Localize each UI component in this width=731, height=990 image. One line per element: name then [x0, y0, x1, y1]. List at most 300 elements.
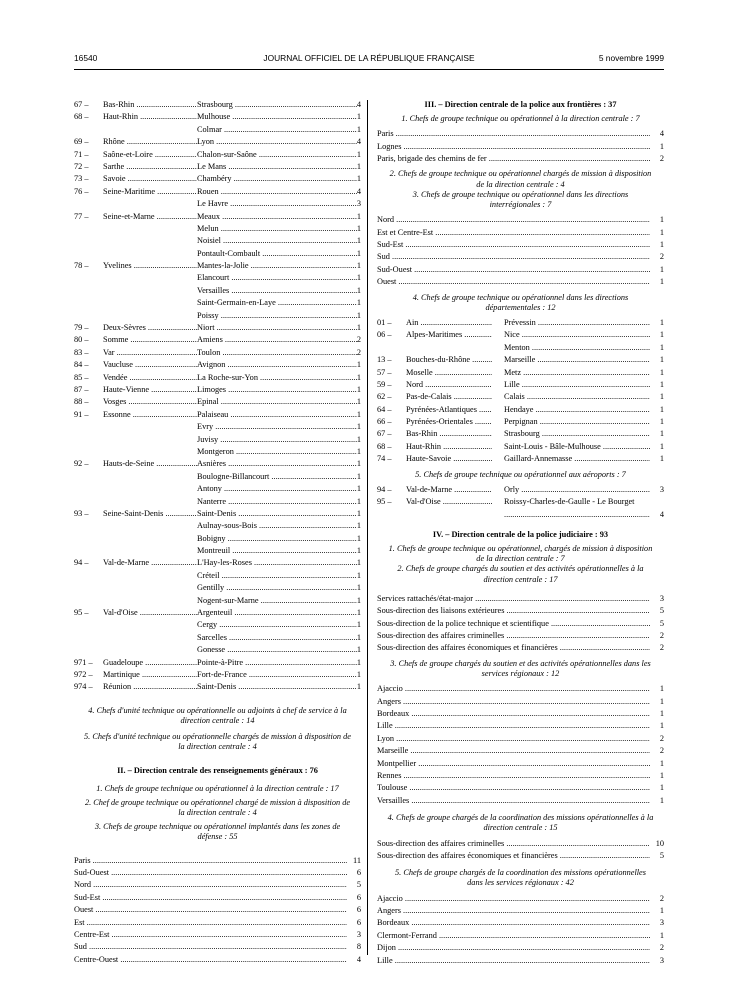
city-name: Menton ..... — [504, 342, 650, 354]
table-row — [377, 416, 664, 428]
dept-name: Seine-Saint-Denis ..... — [103, 508, 197, 520]
count-value: 1 — [659, 721, 664, 731]
table-row — [74, 867, 361, 879]
dept-number: 95 – — [74, 608, 89, 618]
table-row — [377, 618, 664, 630]
table-row — [377, 770, 664, 782]
count-value: 1 — [659, 417, 664, 427]
count-value: 1 — [356, 149, 361, 159]
city-name: Gaillard-Annemasse ..... — [504, 453, 650, 465]
count-value: 1 — [659, 215, 664, 225]
city-name: Saint-Denis ..... — [197, 508, 357, 520]
row-label: Sous-direction de la police technique et scientifique ..... — [377, 618, 650, 630]
city-name: Calais ..... — [504, 391, 650, 403]
city-name: Bobigny ..... — [197, 533, 357, 545]
dept-number: 66 – — [377, 417, 392, 427]
dept-number: 72 – — [74, 161, 89, 171]
dept-name: Haute-Savoie ..... — [406, 453, 492, 465]
dept-name: Bas-Rhin ..... — [103, 99, 197, 111]
table-row — [74, 496, 361, 508]
table-row — [377, 484, 664, 496]
count-value: 3 — [659, 918, 664, 928]
row-label: Rennes ..... — [377, 770, 650, 782]
right-column — [377, 99, 664, 967]
pj-coordination-central-list — [377, 838, 664, 863]
table-row — [74, 322, 361, 334]
city-name: Epinal ..... — [197, 396, 357, 408]
row-label: Montpellier ..... — [377, 758, 650, 770]
count-value: 1 — [356, 236, 361, 246]
city-name: Montreuil ..... — [197, 545, 357, 557]
dept-name: Moselle ..... — [406, 367, 492, 379]
city-name: Strasbourg ..... — [504, 428, 650, 440]
row-label: Sous-direction des affaires économiques et financières ..... — [377, 642, 650, 654]
table-row — [377, 404, 664, 416]
table-row — [74, 235, 361, 247]
note-4: 4. Chefs d'unité technique ou opérationnelle ou adjoints à chef de service à la direction centrale : 14 — [88, 705, 347, 725]
count-value: 1 — [356, 669, 361, 679]
count-value: 4 — [356, 954, 361, 964]
row-label: Toulouse ..... — [377, 782, 650, 794]
count-value: 1 — [659, 392, 664, 402]
section-4-group-5: 5. Chefs de groupe chargés de la coordination des missions opérationnelles dans les services régionaux : 42 — [395, 868, 646, 888]
table-row — [74, 619, 361, 631]
city-name: Colmar ..... — [197, 124, 357, 136]
count-value: 2 — [659, 746, 664, 756]
table-row — [74, 161, 361, 173]
count-value: 1 — [356, 211, 361, 221]
section-3-title: III. – Direction centrale de la police aux frontières : 37 — [424, 100, 617, 109]
city-name: Prévessin ..... — [504, 317, 650, 329]
page-header — [74, 53, 664, 67]
count-value: 1 — [356, 471, 361, 481]
row-label: Sud-Ouest ..... — [377, 264, 650, 276]
dept-name: Pyrénées-Orientales ..... — [406, 416, 492, 428]
dept-number: 06 – — [377, 330, 392, 340]
city-name: Argenteuil ..... — [197, 607, 357, 619]
table-row — [377, 391, 664, 403]
section-2-group-1: 1. Chefs de groupe technique ou opérationnel à la direction centrale : 17 — [96, 783, 339, 793]
section-4-group-3: 3. Chefs de groupe chargés du soutien et des activités opérationnelles dans les services régionaux : 12 — [390, 658, 651, 678]
dept-name: Haut-Rhin ..... — [103, 111, 197, 123]
dept-number: 67 – — [74, 100, 89, 109]
table-row — [74, 545, 361, 557]
city-name: Chambéry ..... — [197, 173, 357, 185]
count-value: 6 — [356, 917, 361, 927]
table-row — [377, 153, 664, 165]
city-name: Elancourt ..... — [197, 272, 357, 284]
dept-name: Réunion ..... — [103, 681, 197, 693]
city-name: Limoges ..... — [197, 384, 357, 396]
table-row — [377, 141, 664, 153]
table-row — [377, 930, 664, 942]
table-row — [74, 582, 361, 594]
table-row — [377, 128, 664, 140]
dept-number: 74 – — [377, 454, 392, 464]
pj-coordination-regional-list — [377, 893, 664, 967]
count-value: 1 — [659, 758, 664, 768]
table-row — [377, 917, 664, 929]
dept-name: Somme ..... — [103, 334, 197, 346]
table-row — [74, 557, 361, 569]
count-value: 1 — [356, 298, 361, 308]
count-value: 1 — [356, 323, 361, 333]
count-value: 1 — [659, 367, 664, 377]
dept-number: 01 – — [377, 317, 392, 327]
city-name: Montgeron ..... — [197, 446, 357, 458]
table-row — [74, 607, 361, 619]
count-value: 1 — [356, 285, 361, 295]
issue-date: 5 novembre 1999 — [598, 53, 664, 63]
count-value: 2 — [659, 733, 664, 743]
table-row — [74, 644, 361, 656]
count-value: 6 — [356, 867, 361, 877]
table-row — [74, 520, 361, 532]
count-value: 1 — [659, 317, 664, 327]
count-value: 1 — [356, 595, 361, 605]
city-name: Perpignan ..... — [504, 416, 650, 428]
table-row — [74, 917, 361, 929]
table-row — [377, 683, 664, 695]
count-value: 4 — [659, 129, 664, 139]
city-name: Noisiel ..... — [197, 235, 357, 247]
count-value: 1 — [356, 223, 361, 233]
table-row — [377, 251, 664, 263]
count-value: 1 — [356, 360, 361, 370]
dept-number: 79 – — [74, 323, 89, 333]
section-2-group-2: 2. Chef de groupe technique ou opérationnel chargé de mission à disposition de la direction centrale : 4 — [84, 797, 351, 817]
table-row — [74, 570, 361, 582]
section-3-group-2: 2. Chefs de groupe technique ou opérationnel chargés de mission à disposition de la direction centrale : 4 — [389, 169, 652, 189]
table-row — [377, 630, 664, 642]
table-row — [377, 367, 664, 379]
city-name: Gentilly ..... — [197, 582, 357, 594]
row-label: Lille ..... — [377, 720, 650, 732]
dept-number: 84 – — [74, 360, 89, 370]
table-row — [74, 173, 361, 185]
city-name: Niort ..... — [197, 322, 357, 334]
dept-name: Essonne ..... — [103, 409, 197, 421]
table-row — [74, 632, 361, 644]
row-label: Sud-Est ..... — [74, 892, 347, 904]
table-row — [74, 855, 361, 867]
count-value: 3 — [356, 929, 361, 939]
table-row — [74, 446, 361, 458]
count-value: 1 — [356, 261, 361, 271]
header-rule — [74, 69, 664, 70]
table-row — [377, 708, 664, 720]
table-row — [74, 892, 361, 904]
city-name: Hendaye ..... — [504, 404, 650, 416]
dept-name: Haute-Vienne ..... — [103, 384, 197, 396]
dept-name: Vendée ..... — [103, 372, 197, 384]
dept-name: Saône-et-Loire ..... — [103, 149, 197, 161]
count-value: 5 — [659, 850, 664, 860]
count-value: 2 — [659, 153, 664, 163]
city-name: Antony ..... — [197, 483, 357, 495]
row-label: Lognes ..... — [377, 141, 650, 153]
dept-name: Savoie ..... — [103, 173, 197, 185]
dept-number: 62 – — [377, 392, 392, 402]
city-name: Marseille ..... — [504, 354, 650, 366]
dept-name: Seine-Maritime ..... — [103, 186, 197, 198]
table-row — [74, 99, 361, 111]
table-row — [377, 642, 664, 654]
section-4-title: IV. – Direction centrale de la police judiciaire : 93 — [432, 530, 609, 540]
dept-number: 73 – — [74, 174, 89, 184]
count-value: 1 — [356, 682, 361, 692]
dept-name: Var ..... — [103, 347, 197, 359]
count-value: 2 — [659, 943, 664, 953]
row-label: Nord ..... — [74, 879, 347, 891]
count-value: 3 — [659, 593, 664, 603]
row-label: Ajaccio ..... — [377, 683, 650, 695]
count-value: 4 — [356, 186, 361, 196]
dept-name: Alpes-Maritimes ..... — [406, 329, 492, 341]
count-value: 1 — [659, 770, 664, 780]
count-value: 5 — [659, 618, 664, 628]
count-value: 3 — [659, 955, 664, 965]
dept-number: 83 – — [74, 347, 89, 357]
row-label: Centre-Est ..... — [74, 929, 347, 941]
count-value: 1 — [659, 141, 664, 151]
city-name: Gonesse ..... — [197, 644, 357, 656]
city-name: Asnières ..... — [197, 458, 357, 470]
dept-number: 972 – — [74, 669, 93, 679]
count-value: 2 — [659, 631, 664, 640]
count-value: 1 — [356, 372, 361, 382]
dept-number: 92 – — [74, 459, 89, 469]
table-row — [377, 696, 664, 708]
dept-name: Bouches-du-Rhône ..... — [406, 354, 492, 366]
table-row — [377, 850, 664, 862]
count-value: 1 — [356, 397, 361, 407]
dept-name: Yvelines ..... — [103, 260, 197, 272]
dept-name: Val-de-Marne ..... — [103, 557, 197, 569]
count-value: 1 — [356, 533, 361, 543]
city-name: Orly ..... — [504, 484, 650, 496]
section-2-group-3: 3. Chefs de groupe technique ou opérationnel implantés dans les zones de défense : 55 — [94, 822, 341, 842]
row-label: Sous-direction des affaires économiques et financières ..... — [377, 850, 650, 862]
count-value: 1 — [659, 404, 664, 414]
table-row — [74, 681, 361, 693]
table-row — [377, 758, 664, 770]
table-row — [74, 347, 361, 359]
count-value: 1 — [659, 330, 664, 340]
count-value: 1 — [356, 459, 361, 469]
dept-name: Ain ..... — [406, 317, 492, 329]
count-value: 1 — [356, 620, 361, 630]
column-separator — [367, 100, 368, 955]
dept-number: 95 – — [377, 497, 392, 507]
table-row — [377, 264, 664, 276]
count-value: 4 — [356, 137, 361, 147]
count-value: 1 — [356, 608, 361, 618]
dept-number: 69 – — [74, 137, 89, 147]
dept-name: Vosges ..... — [103, 396, 197, 408]
count-value: 3 — [659, 484, 664, 494]
table-row — [74, 124, 361, 136]
table-row — [74, 396, 361, 408]
city-name: Saint-Germain-en-Laye ..... — [197, 297, 357, 309]
row-label: Est et Centre-Est ..... — [377, 227, 650, 239]
row-label: Clermont-Ferrand ..... — [377, 930, 650, 942]
table-row — [377, 955, 664, 967]
dept-number: 64 – — [377, 404, 392, 414]
table-row — [377, 496, 664, 521]
dept-number: 971 – — [74, 657, 93, 667]
pj-regional-support-list — [377, 683, 664, 807]
city-name: Pontault-Combault ..... — [197, 248, 357, 260]
section-3-group-3: 3. Chefs de groupe technique ou opérationnel dans les directions interrégionales : 7 — [412, 189, 629, 209]
dept-number: 91 – — [74, 409, 89, 419]
section-3-group-4: 4. Chefs de groupe technique ou opérationnel dans les directions départementales : 12 — [412, 292, 629, 312]
dept-name: Nord ..... — [406, 379, 492, 391]
dept-number: 68 – — [377, 441, 392, 451]
section-3-group-5: 5. Chefs de groupe technique ou opérationnel aux aéroports : 7 — [415, 469, 626, 479]
count-value: 5 — [356, 880, 361, 890]
table-row — [74, 248, 361, 260]
row-label: Sud-Ouest ..... — [74, 867, 347, 879]
row-label: Sud ..... — [74, 941, 347, 953]
left-column — [74, 99, 361, 966]
table-row — [377, 214, 664, 226]
table-row — [377, 354, 664, 366]
table-row — [74, 879, 361, 891]
count-value: 1 — [659, 441, 664, 451]
count-value: 1 — [356, 521, 361, 531]
count-value: 4 — [356, 100, 361, 109]
table-row — [377, 745, 664, 757]
department-list — [74, 99, 361, 694]
count-value: 1 — [659, 355, 664, 365]
city-name: Palaiseau ..... — [197, 409, 357, 421]
section-4-group-1: 1. Chefs de groupe technique ou opérationnel, chargés de mission à disposition de la direction centrale : 7 — [388, 544, 653, 564]
table-row — [377, 329, 664, 341]
table-row — [377, 593, 664, 605]
city-name: Toulon ..... — [197, 347, 357, 359]
row-label: Angers ..... — [377, 696, 650, 708]
count-value: 1 — [356, 645, 361, 655]
table-row — [377, 317, 664, 329]
row-label: Ajaccio ..... — [377, 893, 650, 905]
row-label: Marseille ..... — [377, 745, 650, 757]
section-2-title: II. – Direction centrale des renseignements généraux : 76 — [117, 765, 318, 775]
dept-name: Guadeloupe ..... — [103, 657, 197, 669]
row-label: Sous-direction des affaires criminelles ..... — [377, 630, 650, 642]
row-label: Centre-Ouest ..... — [74, 954, 347, 966]
count-value: 4 — [659, 509, 664, 519]
dept-name: Val-de-Marne ..... — [406, 484, 492, 496]
count-value: 8 — [356, 942, 361, 952]
table-row — [377, 239, 664, 251]
table-row — [377, 782, 664, 794]
row-label: Services rattachés/état-major ..... — [377, 593, 650, 605]
dept-name: Haut-Rhin ..... — [406, 441, 492, 453]
table-row — [74, 669, 361, 681]
count-value: 1 — [659, 696, 664, 706]
dept-number: 87 – — [74, 384, 89, 394]
count-value: 10 — [655, 838, 664, 848]
section-4-group-2: 2. Chefs de groupe chargés du soutien et des activités opérationnelles à la direction centrale : 17 — [397, 564, 644, 584]
count-value: 3 — [356, 199, 361, 209]
dept-number: 71 – — [74, 149, 89, 159]
pf-interregional-list — [377, 214, 664, 288]
row-label: Sous-direction des affaires criminelles ..... — [377, 838, 650, 850]
city-name: Sarcelles ..... — [197, 632, 357, 644]
row-label: Paris, brigade des chemins de fer ..... — [377, 153, 650, 165]
table-row — [377, 795, 664, 807]
table-row — [74, 483, 361, 495]
count-value: 1 — [659, 277, 664, 287]
count-value: 1 — [659, 795, 664, 805]
dept-name: Hauts-de-Seine ..... — [103, 458, 197, 470]
pj-central-list — [377, 593, 664, 655]
count-value: 1 — [356, 384, 361, 394]
table-row — [74, 372, 361, 384]
city-name: Juvisy ..... — [197, 434, 357, 446]
table-row — [74, 929, 361, 941]
count-value: 1 — [356, 508, 361, 518]
count-value: 1 — [356, 161, 361, 171]
count-value: 1 — [356, 484, 361, 494]
table-row — [74, 260, 361, 272]
count-value: 1 — [356, 583, 361, 593]
city-name: Saint-Denis ..... — [197, 681, 357, 693]
table-row — [74, 310, 361, 322]
dept-number: 67 – — [377, 429, 392, 439]
row-label: Dijon ..... — [377, 942, 650, 954]
count-value: 11 — [353, 855, 361, 865]
row-label: Lyon ..... — [377, 733, 650, 745]
city-name: Nogent-sur-Marne ..... — [197, 595, 357, 607]
dept-name: Val-d'Oise ..... — [103, 607, 197, 619]
dept-number: 13 – — [377, 355, 392, 365]
row-label: Ouest ..... — [377, 276, 650, 288]
table-row — [74, 471, 361, 483]
count-value: 1 — [356, 409, 361, 419]
city-name: Rouen ..... — [197, 186, 357, 198]
table-row — [74, 285, 361, 297]
dept-name: Bas-Rhin ..... — [406, 428, 492, 440]
table-row — [377, 893, 664, 905]
table-row — [74, 297, 361, 309]
city-name: Versailles ..... — [197, 285, 357, 297]
count-value: 1 — [356, 112, 361, 122]
count-value: 1 — [659, 906, 664, 916]
pf-departmental-list — [377, 317, 664, 466]
city-name: Créteil ..... — [197, 570, 357, 582]
pf-central-list — [377, 128, 664, 165]
dept-number: 974 – — [74, 682, 93, 692]
city-name: L'Hay-les-Roses ..... — [197, 557, 357, 569]
count-value: 1 — [659, 454, 664, 464]
dept-name: Sarthe ..... — [103, 161, 197, 173]
city-name: Nice ..... — [504, 329, 650, 341]
table-row — [74, 111, 361, 123]
dept-number: 78 – — [74, 261, 89, 271]
row-label: Paris ..... — [74, 855, 347, 867]
city-name: Saint-Louis - Bâle-Mulhouse ..... — [504, 441, 650, 453]
city-name: Metz ..... — [504, 367, 650, 379]
row-label: Lille ..... — [377, 955, 650, 967]
row-label: Sud ..... — [377, 251, 650, 263]
table-row — [377, 379, 664, 391]
table-row — [377, 428, 664, 440]
table-row — [74, 595, 361, 607]
dept-number: 77 – — [74, 211, 89, 221]
city-name: Pointe-à-Pitre ..... — [197, 657, 357, 669]
